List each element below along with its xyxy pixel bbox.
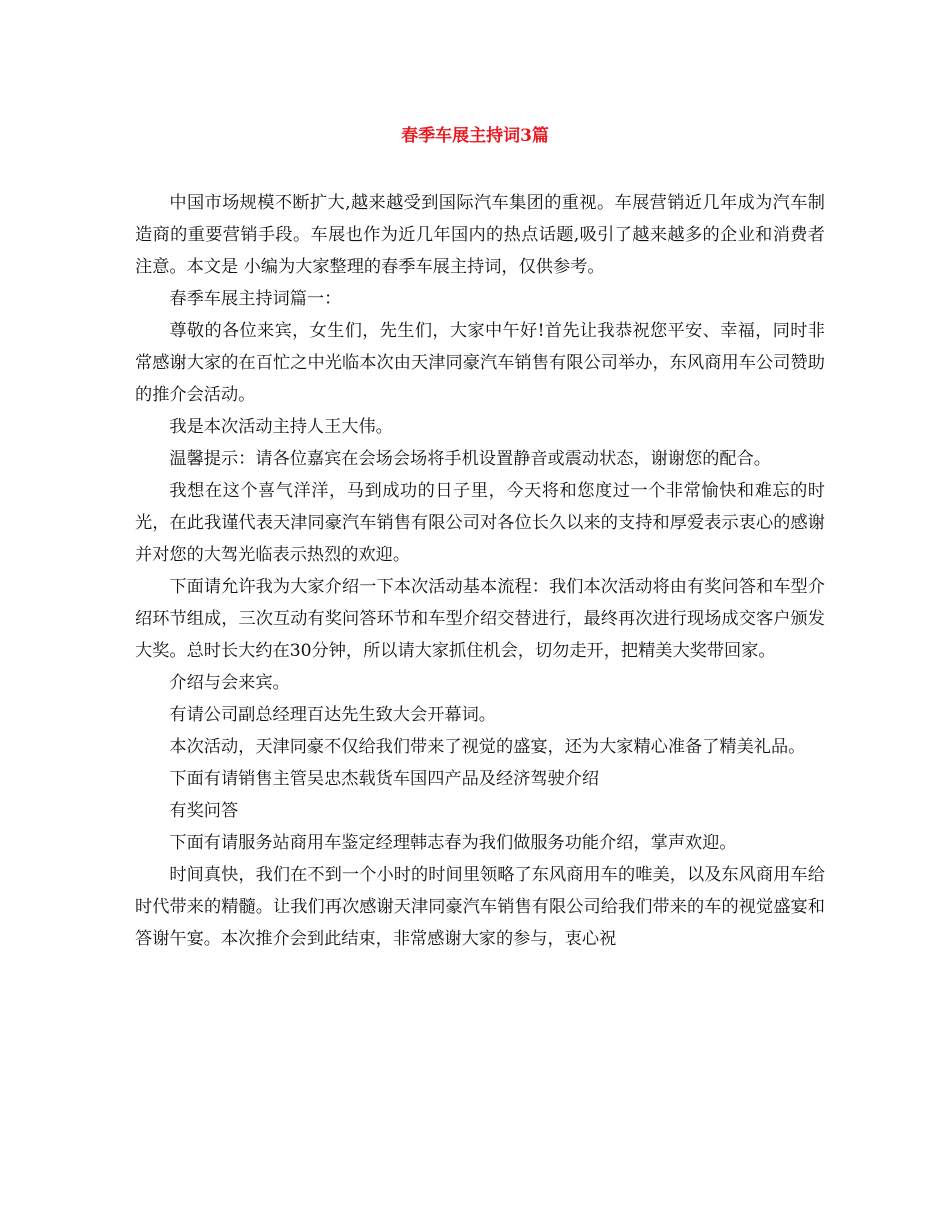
paragraph-opening-speech: 有请公司副总经理百达先生致大会开幕词。 [169,705,496,725]
paragraph-service-intro: 下面有请服务站商用车鉴定经理韩志春为我们做服务功能介绍，掌声欢迎。 [169,833,737,853]
document-body [135,187,825,955]
paragraph-product-intro: 下面有请销售主管吴忠杰载货车国四产品及经济驾驶介绍 [169,769,600,789]
paragraph-gifts: 本次活动，天津同豪不仅给我们带来了视觉的盛宴，还为大家精心准备了精美礼品。 [169,737,806,757]
paragraph-quiz: 有奖问答 [169,801,239,821]
paragraph-greeting: 尊敬的各位来宾，女生们，先生们，大家中午好!首先让我恭祝您平安、幸福，同时非常感谢大家的在百忙之中光临本次由天津同豪汽车销售有限公司举办，东风商用车公司赞助的推介会活动。 [135,321,825,405]
paragraph-guests: 介绍与会来宾。 [169,673,290,693]
document-title: 春季车展主持词3篇 [401,126,549,146]
paragraph-reminder: 温馨提示：请各位嘉宾在会场会场将手机设置静音或震动状态，谢谢您的配合。 [169,449,771,469]
paragraph-intro: 中国市场规模不断扩大,越来越受到国际汽车集团的重视。车展营销近几年成为汽车制造商的重要营销手段。车展也作为近几年国内的热点话题,吸引了越来越多的企业和消费者注意。本文是 小编为大家整理的春季车展主持词，仅供参考。 [135,193,825,277]
paragraph-agenda: 下面请允许我为大家介绍一下本次活动基本流程：我们本次活动将由有奖问答和车型介绍环节组成，三次互动有奖问答环节和车型介绍交替进行，最终再次进行现场成交客户颁发大奖。总时长大约在30分钟，所以请大家抓住机会，切勿走开，把精美大奖带回家。 [135,577,825,661]
paragraph-welcome: 我想在这个喜气洋洋，马到成功的日子里，今天将和您度过一个非常愉快和难忘的时光，在此我谨代表天津同豪汽车销售有限公司对各位长久以来的支持和厚爱表示衷心的感谢并对您的大驾光临表示热烈的欢迎。 [135,481,825,565]
paragraph-host-intro: 我是本次活动主持人王大伟。 [169,417,393,437]
paragraph-section-heading: 春季车展主持词篇一： [169,289,342,309]
paragraph-closing: 时间真快，我们在不到一个小时的时间里领略了东风商用车的唯美，以及东风商用车给时代带来的精髓。让我们再次感谢天津同豪汽车销售有限公司给我们带来的车的视觉盛宴和答谢午宴。本次推介会到此结束，非常感谢大家的参与，衷心祝 [135,865,825,949]
